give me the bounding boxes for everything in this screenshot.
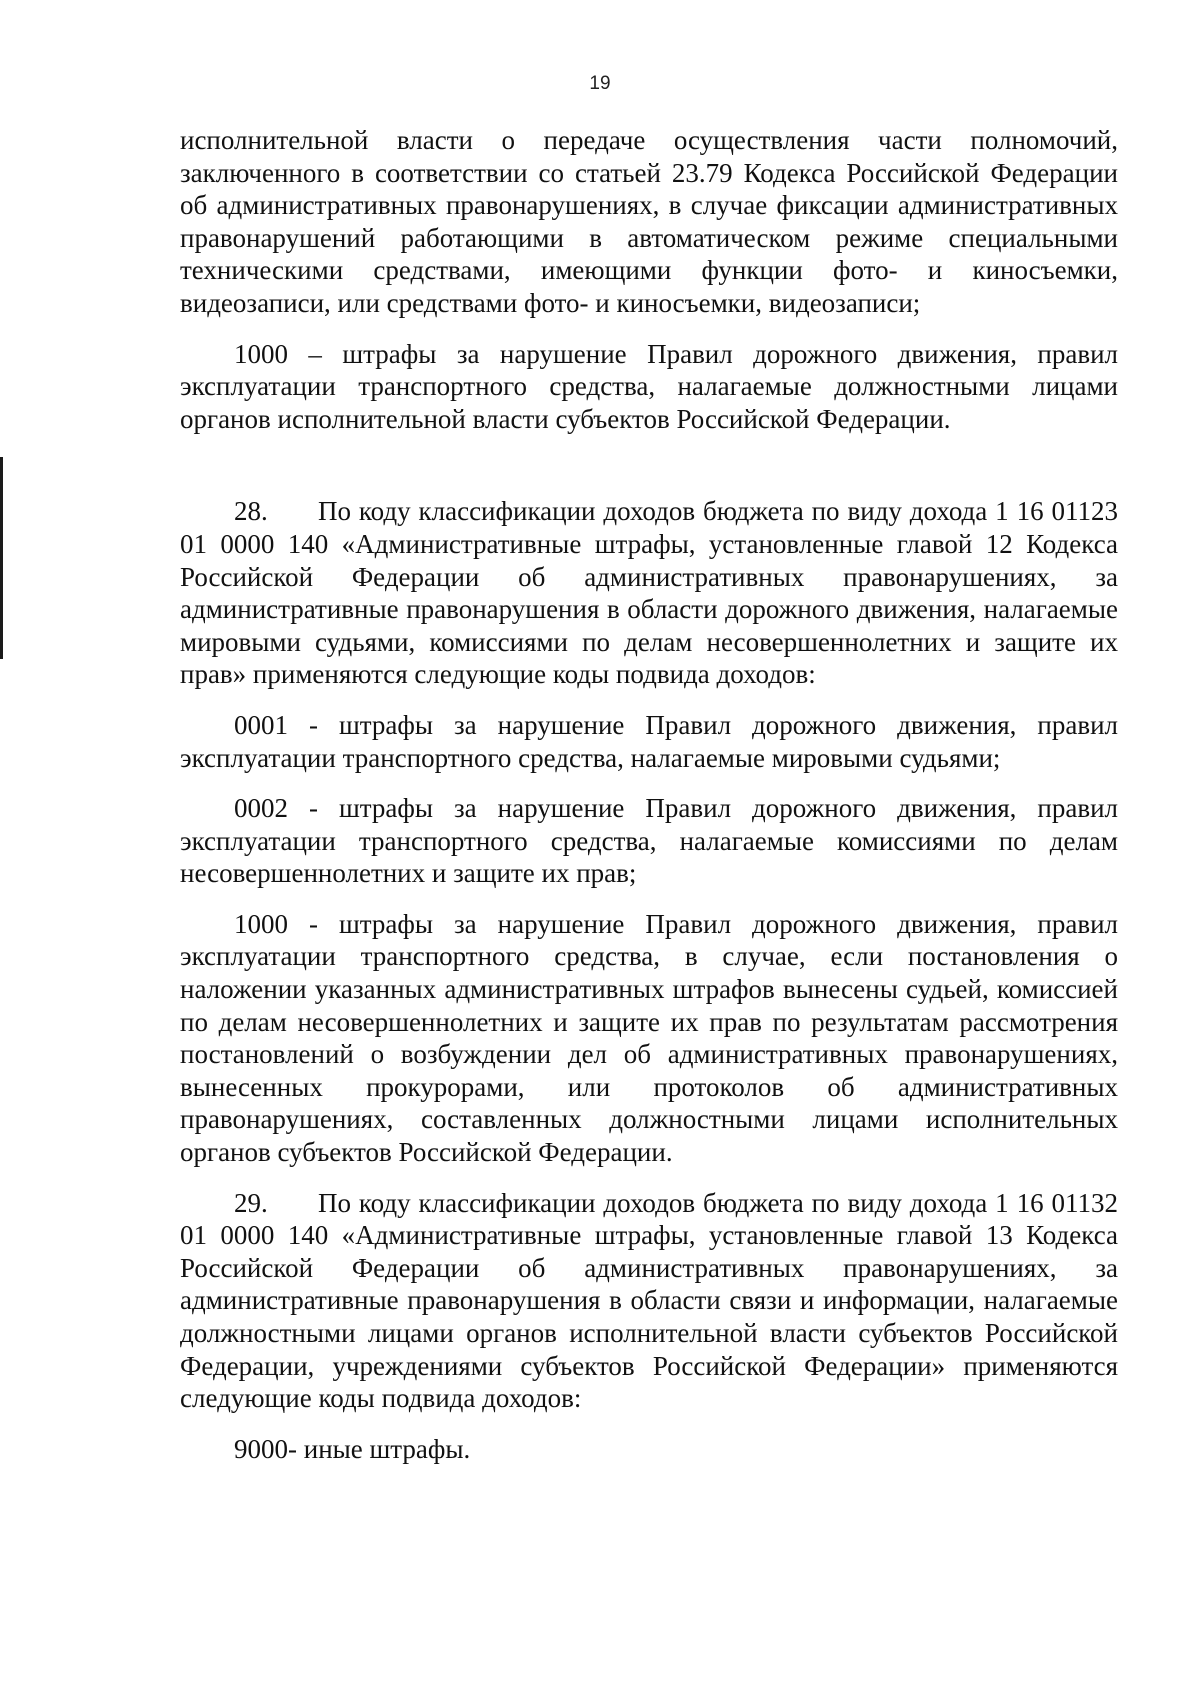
paragraph-code-0001: 0001 - штрафы за нарушение Правил дорожного движения, правил эксплуатации транспортного средства, налагаемые мировыми судьями; [180,709,1118,773]
page-number: 19 [589,73,611,94]
item-number-29: 29. [234,1187,268,1218]
paragraph-continuation: исполнительной власти о передаче осуществления части полномочий, заключенного в соответствии со статьей 23.79 Кодекса Российской Федерации об административных правонарушениях, в случае фиксации административных правонарушений работающими в автоматическом режиме специальными техническими средствами, имеющими функции фото- и киносъемки, видеозаписи, или средствами фото- и киносъемки, видеозаписи; [180,125,1118,318]
paragraph-code-0002: 0002 - штрафы за нарушение Правил дорожного движения, правил эксплуатации транспортного средства, налагаемые комиссиями по делам несовершеннолетних и защите их прав; [180,793,1118,889]
paragraph-code-1000-b: 1000 - штрафы за нарушение Правил дорожного движения, правил эксплуатации транспортного средства, в случае, если постановления о наложении указанных административных штрафов вынесены судьей, комиссией по делам несовершеннолетних и защите их прав по результатам рассмотрения постановлений о возбуждении дел об административных правонарушениях, вынесенных прокурорами, или протоколов об административных правонарушениях, составленных должностными лицами исполнительных органов субъектов Российской Федерации. [180,908,1118,1168]
paragraph-code-1000-a: 1000 – штрафы за нарушение Правил дорожного движения, правил эксплуатации транспортного средства, налагаемые должностными лицами органов исполнительной власти субъектов Российской Федерации. [180,338,1118,434]
item-number-28: 28. [234,496,268,527]
margin-scan-line [0,457,3,659]
paragraph-code-9000: 9000- иные штрафы. [234,1433,471,1464]
paragraph-item-29 [180,1187,1118,1415]
item-28-text: По коду классификации доходов бюджета по виду дохода 1 16 01123 01 0000 140 «Административные штрафы, установленные главой 12 Кодекса Российской Федерации об административных правонарушениях, за административные правонарушения в области дорожного движения, налагаемые мировыми судьями, комиссиями по делам несовершеннолетних и защите их прав» применяются следующие коды подвида доходов: [180,496,1118,690]
document-body [180,124,1118,1465]
paragraph-item-28 [180,495,1118,691]
item-29-text: По коду классификации доходов бюджета по виду дохода 1 16 01132 01 0000 140 «Административные штрафы, установленные главой 13 Кодекса Российской Федерации об административных правонарушениях, за административные правонарушения в области связи и информации, налагаемые должностными лицами органов исполнительной власти субъектов Российской Федерации, учреждениями субъектов Российской Федерации» применяются следующие коды подвида доходов: [180,1187,1118,1414]
